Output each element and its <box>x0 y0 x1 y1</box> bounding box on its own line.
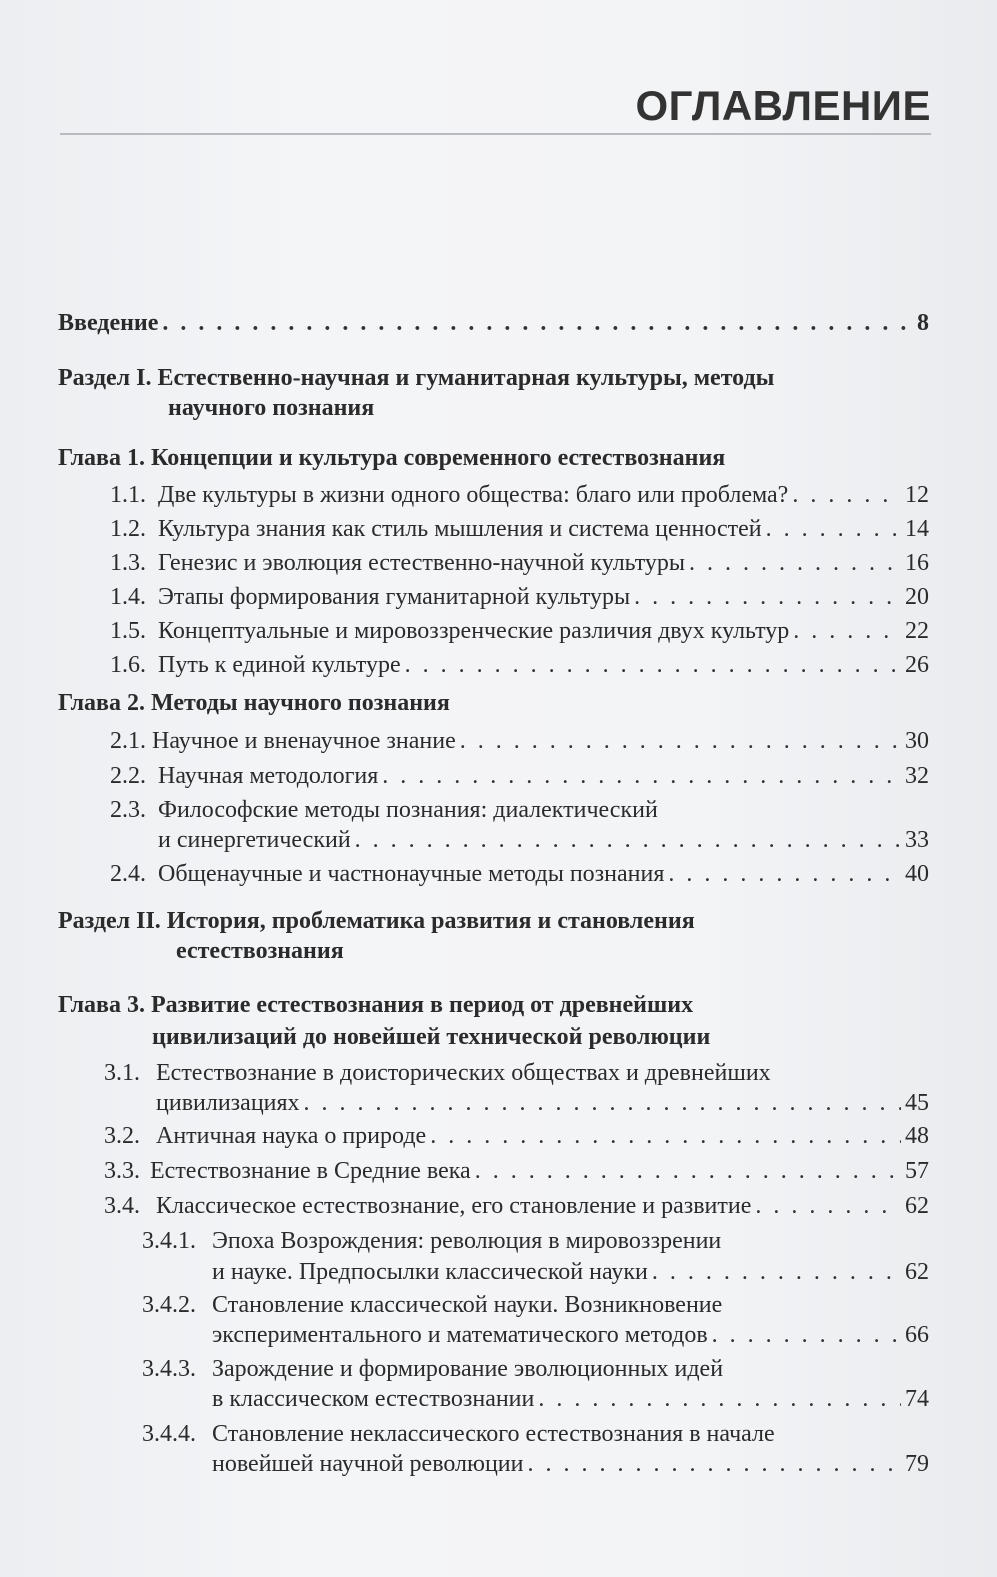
toc-entry-1-3[interactable] <box>110 548 929 578</box>
entry-label: Этапы формирования гуманитарной культуры <box>158 584 631 610</box>
toc-entry-1-4[interactable] <box>110 582 929 612</box>
section-number: 1.6. <box>110 652 146 678</box>
section-number: 2.3. <box>110 797 146 823</box>
section-number: 3.4.4. <box>142 1421 196 1447</box>
page-title: ОГЛАВЛЕНИЕ <box>635 82 931 129</box>
page-number: 16 <box>905 550 929 576</box>
toc-chapter-1[interactable]: Глава 1. Концепции и культура современного естествознания <box>58 445 726 471</box>
dot-leader <box>712 1320 901 1350</box>
dot-leader <box>538 1384 901 1414</box>
page-number: 8 <box>917 310 929 336</box>
page-number: 26 <box>905 652 929 678</box>
dot-leader <box>460 726 901 756</box>
toc-entry-3-1-line2[interactable] <box>156 1088 929 1118</box>
entry-label: Естествознание в Средние века <box>150 1158 471 1184</box>
entry-label: Генезис и эволюция естественно-научной культуры <box>158 550 686 576</box>
section-number: 1.1. <box>110 482 146 508</box>
entry-label: Научное и вненаучное знание <box>152 728 456 754</box>
section-number: 1.2. <box>110 516 146 542</box>
entry-label: Классическое естествознание, его становление и развитие <box>156 1193 752 1219</box>
section-number: 3.4. <box>104 1193 140 1219</box>
dot-leader <box>355 825 901 855</box>
entry-label: цивилизациях <box>156 1090 300 1116</box>
toc-entry-2-2[interactable] <box>110 761 929 791</box>
dot-leader <box>162 308 913 338</box>
page-number: 62 <box>905 1259 929 1285</box>
toc-part-1-line2: научного познания <box>168 395 375 421</box>
toc-entry-3-4-4-line1[interactable] <box>142 1419 775 1449</box>
dot-leader <box>430 1121 901 1151</box>
toc-entry-3-4-1-line1[interactable] <box>142 1226 721 1256</box>
toc-entry-1-6[interactable] <box>110 650 929 680</box>
entry-label: Эпоха Возрождения: революция в мировоззрении <box>212 1228 722 1254</box>
toc-entry-3-1-line1[interactable] <box>104 1058 771 1088</box>
dot-leader <box>304 1088 901 1118</box>
entry-label: Становление неклассического естествознания в начале <box>212 1421 775 1447</box>
page-number: 30 <box>905 728 929 754</box>
toc-entry-1-1[interactable] <box>110 480 929 510</box>
toc-entry-3-4[interactable] <box>104 1191 929 1221</box>
dot-leader <box>668 859 901 889</box>
section-number: 3.3. <box>104 1158 140 1184</box>
page-number: 20 <box>905 584 929 610</box>
toc-part-1-line1: Раздел I. Естественно-научная и гуманитарная культуры, методы <box>58 365 775 391</box>
section-number: 1.3. <box>110 550 146 576</box>
entry-label: Культура знания как стиль мышления и система ценностей <box>158 516 762 542</box>
section-number: 1.5. <box>110 618 146 644</box>
entry-label: Становление классической науки. Возникновение <box>212 1292 723 1318</box>
entry-label: новейшей научной революции <box>212 1451 524 1477</box>
toc-entry-2-1[interactable] <box>110 726 929 756</box>
page-number: 48 <box>905 1123 929 1149</box>
dot-leader <box>652 1257 901 1287</box>
page-number: 57 <box>905 1158 929 1184</box>
entry-label: Введение <box>58 310 159 336</box>
title-divider <box>60 133 931 135</box>
section-number: 3.1. <box>104 1060 140 1086</box>
dot-leader <box>634 582 901 612</box>
toc-chapter-3-line1[interactable]: Глава 3. Развитие естествознания в период от древнейших <box>58 992 694 1018</box>
toc-entry-3-2[interactable] <box>104 1121 929 1151</box>
section-number: 3.2. <box>104 1123 140 1149</box>
toc-entry-3-3[interactable] <box>104 1156 929 1186</box>
entry-label: и науке. Предпосылки классической науки <box>212 1259 648 1285</box>
entry-label: Две культуры в жизни одного общества: благо или проблема? <box>158 482 789 508</box>
dot-leader <box>755 1191 901 1221</box>
section-number: 2.4. <box>110 861 146 887</box>
page-number: 74 <box>905 1386 929 1412</box>
entry-label: Античная наука о природе <box>156 1123 427 1149</box>
page-number: 32 <box>905 763 929 789</box>
page-number: 45 <box>905 1090 929 1116</box>
entry-label: Концептуальные и мировоззренческие различия двух культур <box>158 618 790 644</box>
toc-entry-3-4-3-line2[interactable] <box>212 1384 929 1414</box>
toc-entry-3-4-1-line2[interactable] <box>212 1257 929 1287</box>
toc-entry-3-4-2-line2[interactable] <box>212 1320 929 1350</box>
page-number: 66 <box>905 1322 929 1348</box>
toc-entry-3-4-2-line1[interactable] <box>142 1290 722 1320</box>
section-number: 3.4.1. <box>142 1228 196 1254</box>
dot-leader <box>405 650 901 680</box>
entry-label: Зарождение и формирование эволюционных идей <box>212 1356 724 1382</box>
dot-leader <box>793 616 901 646</box>
toc-chapter-3-line2[interactable]: цивилизаций до новейшей технической революции <box>152 1024 711 1050</box>
page-number: 62 <box>905 1193 929 1219</box>
page-number: 40 <box>905 861 929 887</box>
entry-label: экспериментального и математического методов <box>212 1322 708 1348</box>
toc-chapter-2[interactable]: Глава 2. Методы научного познания <box>58 690 450 716</box>
section-number: 1.4. <box>110 584 146 610</box>
page-number: 79 <box>905 1451 929 1477</box>
section-number: 2.2. <box>110 763 146 789</box>
page-number: 33 <box>905 827 929 853</box>
section-number: 2.1. <box>110 728 146 754</box>
entry-label: Путь к единой культуре <box>158 652 401 678</box>
entry-label: в классическом естествознании <box>212 1386 535 1412</box>
section-number: 3.4.2. <box>142 1292 196 1318</box>
toc-entry-3-4-3-line1[interactable] <box>142 1354 723 1384</box>
page-number: 14 <box>905 516 929 542</box>
dot-leader <box>475 1156 901 1186</box>
toc-entry-intro[interactable] <box>58 308 929 338</box>
toc-entry-3-4-4-line2[interactable] <box>212 1449 929 1479</box>
toc-part-2-line2: естествознания <box>176 938 344 964</box>
toc-entry-2-3-line2[interactable] <box>158 825 929 855</box>
page-number: 12 <box>905 482 929 508</box>
entry-label: и синергетический <box>158 827 351 853</box>
toc-part-2-line1: Раздел II. История, проблематика развития и становления <box>58 908 695 934</box>
entry-label: Общенаучные и частнонаучные методы познания <box>158 861 665 887</box>
dot-leader <box>382 761 901 791</box>
section-number: 3.4.3. <box>142 1356 196 1382</box>
dot-leader <box>792 480 901 510</box>
dot-leader <box>527 1449 901 1479</box>
toc-entry-2-3-line1[interactable] <box>110 795 658 825</box>
page-number: 22 <box>905 618 929 644</box>
toc-entry-2-4[interactable] <box>110 859 929 889</box>
entry-label: Философские методы познания: диалектический <box>158 797 658 823</box>
toc-entry-1-5[interactable] <box>110 616 929 646</box>
entry-label: Научная методология <box>158 763 379 789</box>
entry-label: Естествознание в доисторических обществах и древнейших <box>156 1060 771 1086</box>
dot-leader <box>689 548 901 578</box>
dot-leader <box>766 514 901 544</box>
toc-entry-1-2[interactable] <box>110 514 929 544</box>
